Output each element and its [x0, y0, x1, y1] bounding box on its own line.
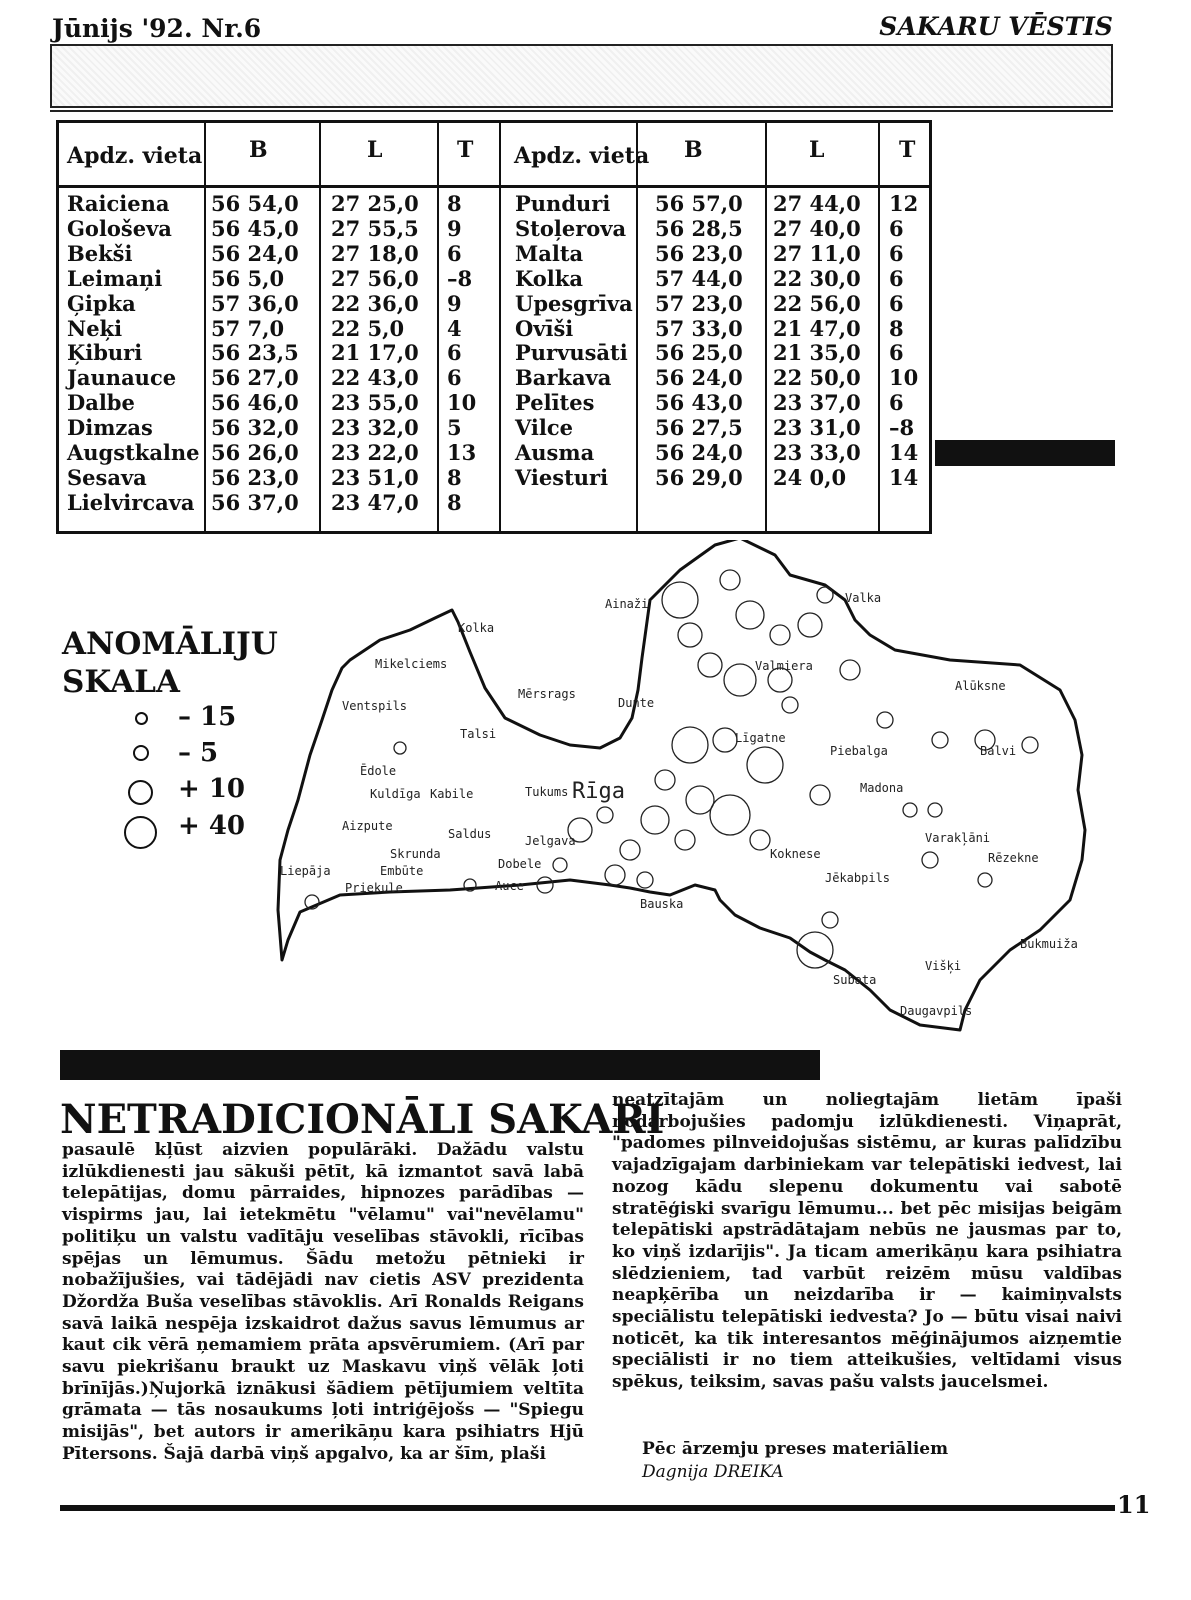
table-cell-value: 57 33,0: [655, 315, 743, 341]
article-title: NETRADICIONĀLI SAKARI: [60, 1096, 665, 1143]
map-label-kolka: Kolka: [458, 621, 495, 635]
legend-circle-xlarge: [124, 816, 157, 849]
table-header-cell: L: [367, 137, 383, 163]
table-header-cell: L: [809, 137, 825, 163]
anomaly-circle: [822, 912, 838, 928]
map-label-mikelciems: Mikelciems: [375, 657, 448, 671]
legend-circle-large: [128, 780, 153, 805]
table-cell-value: 56 5,0: [211, 265, 285, 291]
table-cell-place: Augstkalne: [67, 440, 200, 465]
legend-value: – 5: [178, 738, 219, 768]
table-cell-value: 6: [447, 365, 462, 391]
map-label-varaklani: Varakļāni: [925, 831, 991, 845]
anomaly-circle: [798, 613, 822, 637]
table-cell-place: Ģipka: [67, 290, 136, 316]
table-cell-place: Jaunauce: [67, 365, 177, 391]
anomaly-circle: [672, 727, 708, 763]
table-cell-value: 8: [447, 464, 462, 490]
table-cell-value: 22 36,0: [331, 290, 419, 316]
map-label-saldus: Saldus: [448, 827, 492, 841]
map-label-madona: Madona: [860, 781, 904, 795]
anomaly-circle: [903, 803, 917, 817]
table-cell-place: Malta: [515, 240, 584, 266]
anomaly-circle: [797, 932, 833, 968]
table-cell-value: 13: [447, 440, 477, 465]
anomaly-circle: [922, 852, 938, 868]
map-label-dunte: Dunte: [618, 696, 655, 710]
table-cell-value: 56 24,0: [655, 440, 743, 465]
table-header-cell: T: [899, 137, 916, 163]
table-cell-place: Raiciena: [67, 191, 170, 216]
table-cell-value: 22 5,0: [331, 315, 405, 341]
table-cell-value: 56 29,0: [655, 464, 743, 490]
table-cell-value: 56 27,5: [655, 415, 743, 441]
decorative-bar: [935, 440, 1115, 466]
table-cell-value: 6: [889, 390, 904, 416]
table-cell-value: 10: [889, 365, 919, 391]
table-cell-value: 56 23,0: [211, 464, 299, 490]
anomaly-circle: [620, 840, 640, 860]
legend-circle-small: [135, 712, 148, 725]
table-cell-value: 14: [889, 440, 919, 465]
table-cell-value: 12: [889, 191, 919, 216]
table-cell-place: Leimaņi: [67, 265, 163, 291]
map-label-koknese: Koknese: [770, 847, 821, 861]
map-label-daugavpils: Daugavpils: [900, 1004, 973, 1018]
map-label-ainazi: Ainaži: [605, 597, 649, 611]
anomaly-circle: [710, 795, 750, 835]
anomaly-circle: [698, 653, 722, 677]
issue-date: Jūnijs '92. Nr.6: [52, 14, 262, 43]
table-cell-place: Upesgrīva: [515, 290, 633, 316]
header-rule: [50, 110, 1113, 112]
table-cell-value: 14: [889, 464, 919, 490]
map-label-embute: Embūte: [380, 864, 424, 878]
table-cell-value: 23 37,0: [773, 390, 861, 416]
table-cell-value: 6: [447, 240, 462, 266]
anomaly-circle: [770, 625, 790, 645]
table-cell-value: 21 47,0: [773, 315, 861, 341]
anomaly-circle: [637, 872, 653, 888]
table-header-cell: B: [249, 137, 268, 163]
table-header-cell: T: [457, 137, 474, 163]
anomaly-circle: [655, 770, 675, 790]
anomaly-circle: [641, 806, 669, 834]
table-cell-value: 56 27,0: [211, 365, 299, 391]
map-label-bauska: Bauska: [640, 897, 684, 911]
map-label-viski: Višķi: [925, 959, 962, 973]
anomaly-circle: [394, 742, 406, 754]
table-cell-place: Ausma: [515, 440, 595, 465]
table-cell-value: 57 44,0: [655, 265, 743, 291]
table-cell-value: 56 43,0: [655, 390, 743, 416]
header-box: [50, 44, 1113, 108]
map-label-bukmuiza: Bukmuiža: [1020, 937, 1078, 951]
coordinates-table: [56, 120, 932, 534]
table-cell-value: 57 23,0: [655, 290, 743, 316]
table-cell-value: 6: [889, 290, 904, 316]
table-cell-value: 57 7,0: [211, 315, 285, 341]
table-cell-value: 56 23,0: [655, 240, 743, 266]
table-cell-value: 56 32,0: [211, 415, 299, 441]
table-header-cell: Apdz. vieta: [67, 143, 203, 169]
article-column-1: pasaulē kļūst aizvien populārāki. Dažādu valstu izlūkdienesti jau sākuši pētīt, kā izmantot savā labā telepātijas, domu pārraides, hipnozes parādības — vispirms jau, lai ietekmētu "vēlamu" vai"nevēlamu" politiķu un valstu vadītāju veselības stāvokli, rīcības spējas un lēmumus. Šādu metožu pētnieki ir nobažījušies, vai tādējādi nav cietis ASV prezidenta Džordža Buša veselības stāvoklis. Arī Ronalds Reigans savā laikā nespēja izskaidrot dažus savus lēmumus ar kaut cik vērā ņemamiem prāta apsvērumiem. (Arī par savu piekrišanu braukt uz Maskavu viņš vēlāk ļoti brīnījās.)Ņujorkā iznākusi šādiem pētījumiem veltīta grāmata — tās nosaukums ļoti intriģējošs — "Spiegu misijās", bet autors ir amerikāņu kara psihiatrs Hjū Pītersons. Šajā darbā viņš apgalvo, ka ar šīm, plaši: [62, 1140, 584, 1464]
page-number: 11: [1117, 1490, 1151, 1519]
anomaly-circle: [605, 865, 625, 885]
legend-title-line: SKALA: [62, 664, 180, 700]
anomaly-circle: [678, 623, 702, 647]
table-cell-value: 8: [447, 489, 462, 515]
table-cell-value: 10: [447, 390, 477, 416]
map-label-skrunda: Skrunda: [390, 847, 441, 861]
anomaly-circle: [686, 786, 714, 814]
table-cell-value: 5: [447, 415, 462, 441]
anomaly-circle: [713, 728, 737, 752]
map-label-piebalga: Piebalga: [830, 744, 888, 758]
table-cell-place: Kolka: [515, 265, 583, 291]
map-label-ventspils: Ventspils: [342, 699, 408, 713]
table-cell-value: 6: [889, 340, 904, 366]
table-cell-place: Dalbe: [67, 390, 135, 416]
table-cell-value: 23 47,0: [331, 489, 419, 515]
table-cell-value: 9: [447, 290, 462, 316]
table-cell-place: Neķi: [67, 315, 123, 341]
map-label-tukums: Tukums: [525, 785, 569, 799]
anomaly-circle: [747, 747, 783, 783]
table-cell-value: 23 51,0: [331, 464, 419, 490]
table-cell-value: 56 23,5: [211, 340, 299, 366]
map-label-auce: Auce: [495, 879, 524, 893]
table-cell-place: Ovīši: [515, 315, 574, 341]
table-cell-value: 27 25,0: [331, 191, 419, 216]
table-cell-value: 56 46,0: [211, 390, 299, 416]
table-header-rule: [59, 185, 929, 188]
map-label-riga: Rīga: [572, 779, 625, 804]
table-cell-value: 22 56,0: [773, 290, 861, 316]
latvia-border: [278, 540, 1085, 1030]
table-cell-value: 4: [447, 315, 462, 341]
table-cell-place: Pelītes: [515, 390, 595, 416]
table-cell-value: –8: [447, 265, 473, 291]
table-cell-value: 8: [447, 191, 462, 216]
table-cell-value: 56 24,0: [211, 240, 299, 266]
anomaly-circle: [720, 570, 740, 590]
table-cell-value: 21 35,0: [773, 340, 861, 366]
table-cell-value: 27 11,0: [773, 240, 861, 266]
anomaly-circle: [817, 587, 833, 603]
table-cell-value: –8: [889, 415, 915, 441]
table-cell-value: 57 36,0: [211, 290, 299, 316]
map-label-liepaja: Liepāja: [280, 864, 331, 878]
anomaly-circle: [724, 664, 756, 696]
table-cell-value: 56 24,0: [655, 365, 743, 391]
table-cell-value: 27 55,5: [331, 215, 419, 241]
anomaly-circle: [928, 803, 942, 817]
table-cell-place: Bekši: [67, 240, 133, 266]
table-cell-value: 24 0,0: [773, 464, 847, 490]
anomaly-circle: [750, 830, 770, 850]
table-cell-value: 21 17,0: [331, 340, 419, 366]
map-label-kuldiga: Kuldīga: [370, 787, 421, 801]
map-label-rezekne: Rēzekne: [988, 851, 1039, 865]
map-label-balvi: Balvi: [980, 744, 1017, 758]
anomaly-circle: [840, 660, 860, 680]
table-cell-value: 23 22,0: [331, 440, 419, 465]
anomaly-circle: [978, 873, 992, 887]
article-column-2: neatzītajām un noliegtajām lietām īpaši nodarbojušies padomju izlūkdienesti. Viņaprāt, "padomes pilnveidojušas sistēmu, ar kuras palīdzību vajadzīgajam darbiniekam var telepātiski iedvest, lai nozog kādu slepenu dokumentu vai sabotē stratēģiski svarīgu lēmumu... bet pēc misijas beigām telepātiski apstrādātajam nebūs ne jausmas par to, ko viņš izdarījis". Ja ticam amerikāņu kara psihiatra slēdzieniem, tad varbūt reizēm mūsu valdības neapķērība un neizdarība ir — kaimiņvalsts speciālistu telepātiski iedvesta? Jo — būtu visai naivi noticēt, ka tik interesantos mēģinājumos aizņemtie speciālisti ir no tiem atteikušies, veltīdami visus spēkus, teiksim, savas pašu valsts jaucelsmei.: [612, 1090, 1122, 1393]
table-cell-value: 23 32,0: [331, 415, 419, 441]
map-label-dobele: Dobele: [498, 857, 542, 871]
table-cell-value: 22 30,0: [773, 265, 861, 291]
table-cell-value: 27 44,0: [773, 191, 861, 216]
anomaly-circle: [810, 785, 830, 805]
table-cell-value: 23 33,0: [773, 440, 861, 465]
legend-value: + 40: [178, 811, 246, 841]
legend-circle-medium: [133, 745, 149, 761]
legend-title: [62, 625, 278, 701]
table-cell-place: Lielvircava: [67, 489, 195, 515]
table-cell-value: 9: [447, 215, 462, 241]
publication-title: SAKARU VĒSTIS: [879, 12, 1113, 41]
map-label-aluksne: Alūksne: [955, 679, 1006, 693]
table-cell-value: 27 56,0: [331, 265, 419, 291]
map-label-ligatne: Līgatne: [735, 731, 786, 745]
map-label-kabile: Kabile: [430, 787, 474, 801]
table-cell-place: Barkava: [515, 365, 612, 391]
table-cell-value: 56 28,5: [655, 215, 743, 241]
table-cell-value: 27 40,0: [773, 215, 861, 241]
table-cell-value: 22 50,0: [773, 365, 861, 391]
table-cell-value: 56 45,0: [211, 215, 299, 241]
table-cell-place: Stoļerova: [515, 215, 627, 241]
table-cell-place: Dimzas: [67, 415, 153, 441]
map-label-priekule: Priekule: [345, 881, 403, 895]
anomaly-circle: [932, 732, 948, 748]
table-cell-value: 23 55,0: [331, 390, 419, 416]
map-label-jekabpils: Jēkabpils: [825, 871, 891, 885]
table-cell-value: 6: [447, 340, 462, 366]
anomaly-circle: [877, 712, 893, 728]
table-cell-place: Purvusāti: [515, 340, 628, 366]
map-label-edole: Ēdole: [360, 764, 397, 778]
table-cell-value: 6: [889, 215, 904, 241]
table-cell-value: 22 43,0: [331, 365, 419, 391]
latvia-anomaly-map: [270, 540, 1150, 1050]
table-cell-place: Vilce: [515, 415, 574, 441]
map-label-jelgava: Jelgava: [525, 834, 576, 848]
map-label-aizpute: Aizpute: [342, 819, 393, 833]
decorative-bar: [60, 1050, 820, 1080]
table-cell-value: 27 18,0: [331, 240, 419, 266]
map-label-mersrags: Mērsrags: [518, 687, 576, 701]
table-cell-value: 23 31,0: [773, 415, 861, 441]
table-cell-value: 56 57,0: [655, 191, 743, 216]
anomaly-circle: [736, 601, 764, 629]
article-author: Dagnija DREIKA: [642, 1462, 784, 1482]
table-cell-value: 56 54,0: [211, 191, 299, 216]
table-cell-value: 8: [889, 315, 904, 341]
table-cell-value: 56 25,0: [655, 340, 743, 366]
map-label-subata: Subata: [833, 973, 877, 987]
table-header-cell: Apdz. vieta: [514, 143, 650, 169]
legend-value: – 15: [178, 702, 237, 732]
anomaly-circle: [1022, 737, 1038, 753]
map-label-valka: Valka: [845, 591, 882, 605]
table-cell-value: 56 37,0: [211, 489, 299, 515]
table-cell-place: Punduri: [515, 191, 611, 216]
anomaly-circle: [675, 830, 695, 850]
table-cell-value: 6: [889, 265, 904, 291]
anomaly-circle: [662, 582, 698, 618]
table-cell-place: Viesturi: [515, 464, 609, 490]
anomaly-circle: [782, 697, 798, 713]
anomaly-circle: [597, 807, 613, 823]
table-cell-value: 6: [889, 240, 904, 266]
table-header-cell: B: [684, 137, 703, 163]
map-label-valmiera: Valmiera: [755, 659, 813, 673]
anomaly-circle: [537, 877, 553, 893]
table-cell-place: Sesava: [67, 464, 147, 490]
table-cell-place: Gološeva: [67, 215, 172, 241]
map-label-talsi: Talsi: [460, 727, 497, 741]
legend-value: + 10: [178, 774, 246, 804]
table-cell-place: Ķiburi: [67, 340, 143, 366]
footer-rule: [60, 1505, 1115, 1511]
article-source: Pēc ārzemju preses materiāliem: [642, 1439, 949, 1459]
anomaly-circle: [553, 858, 567, 872]
legend-title-line: ANOMĀLIJU: [62, 626, 278, 662]
table-cell-value: 56 26,0: [211, 440, 299, 465]
